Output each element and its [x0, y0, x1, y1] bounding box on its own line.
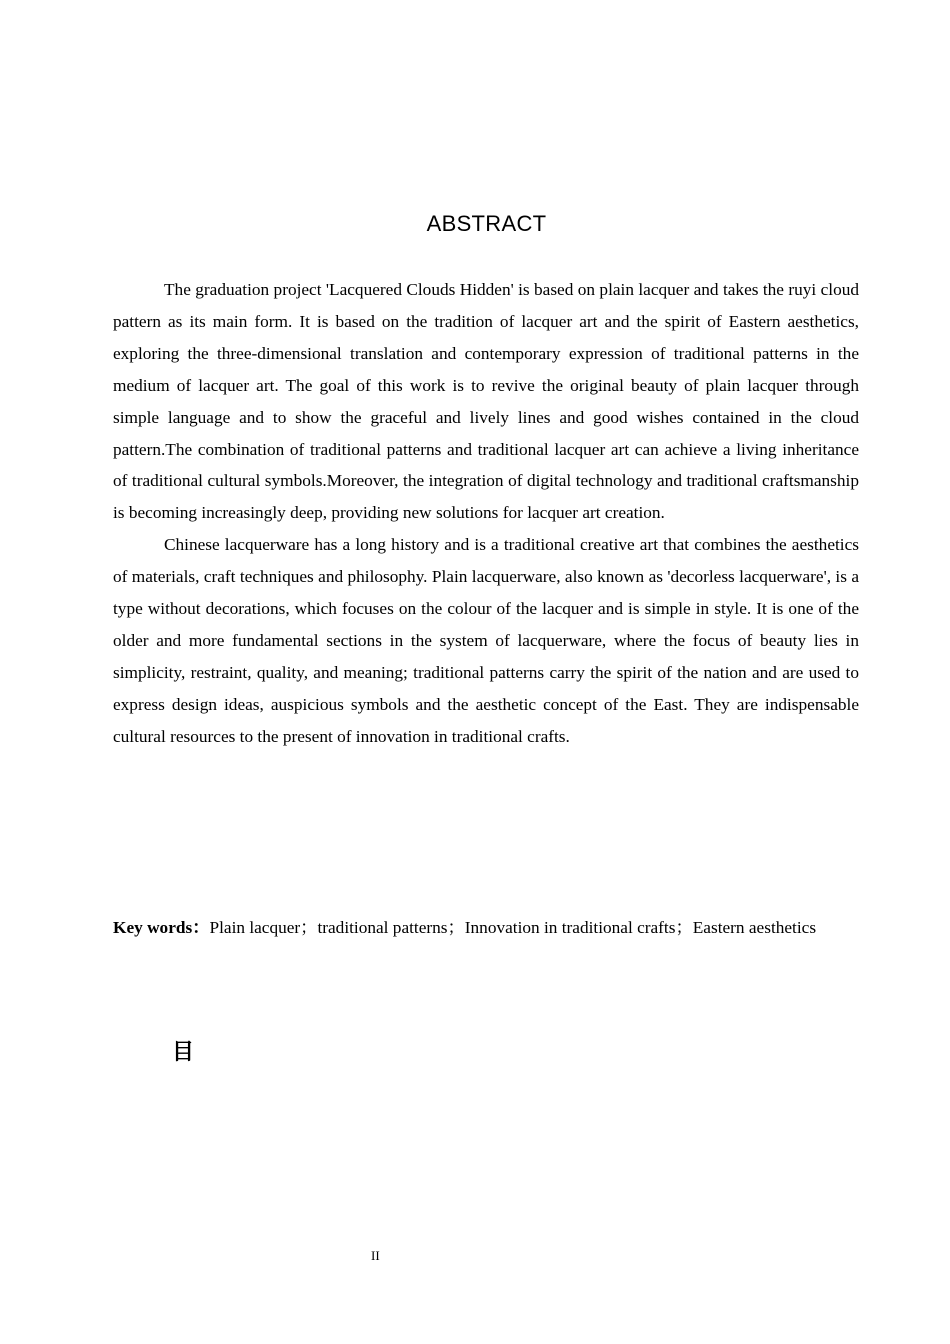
abstract-body [113, 274, 859, 753]
page-number: II [371, 1248, 380, 1263]
keywords-text: Plain lacquer；traditional patterns；Innovation in traditional crafts；Eastern aesthetics [209, 918, 817, 937]
abstract-paragraph-1: The graduation project 'Lacquered Clouds Hidden' is based on plain lacquer and takes the ruyi cloud pattern as its main form. It is based on the tradition of lacquer art and the spirit of Eastern aesthetics, exploring the three-dimensional translation and contemporary expression of traditional patterns in the medium of lacquer art. The goal of this work is to revive the original beauty of plain lacquer through simple language and to show the graceful and lively lines and good wishes contained in the cloud pattern.The combination of traditional patterns and traditional lacquer art can achieve a living inheritance of traditional cultural symbols.Moreover, the integration of digital technology and traditional craftsmanship is becoming increasingly deep, providing new solutions for lacquer art creation. [113, 280, 859, 523]
toc-heading: 目 [172, 1040, 195, 1065]
abstract-paragraph-2: Chinese lacquerware has a long history and is a traditional creative art that combines the aesthetics of materials, craft techniques and philosophy. Plain lacquerware, also known as 'decorless lacquerware', is a type without decorations, which focuses on the colour of the lacquer and is simple in style. It is one of the older and more fundamental sections in the system of lacquerware, where the focus of beauty lies in simplicity, restraint, quality, and meaning; traditional patterns carry the spirit of the nation and are used to express design ideas, auspicious symbols and the aesthetic concept of the East. They are indispensable cultural resources to the present of innovation in traditional crafts. [113, 535, 859, 746]
keywords-label: Key words： [113, 918, 210, 937]
abstract-heading: ABSTRACT [426, 211, 547, 236]
keywords-line [113, 912, 859, 944]
